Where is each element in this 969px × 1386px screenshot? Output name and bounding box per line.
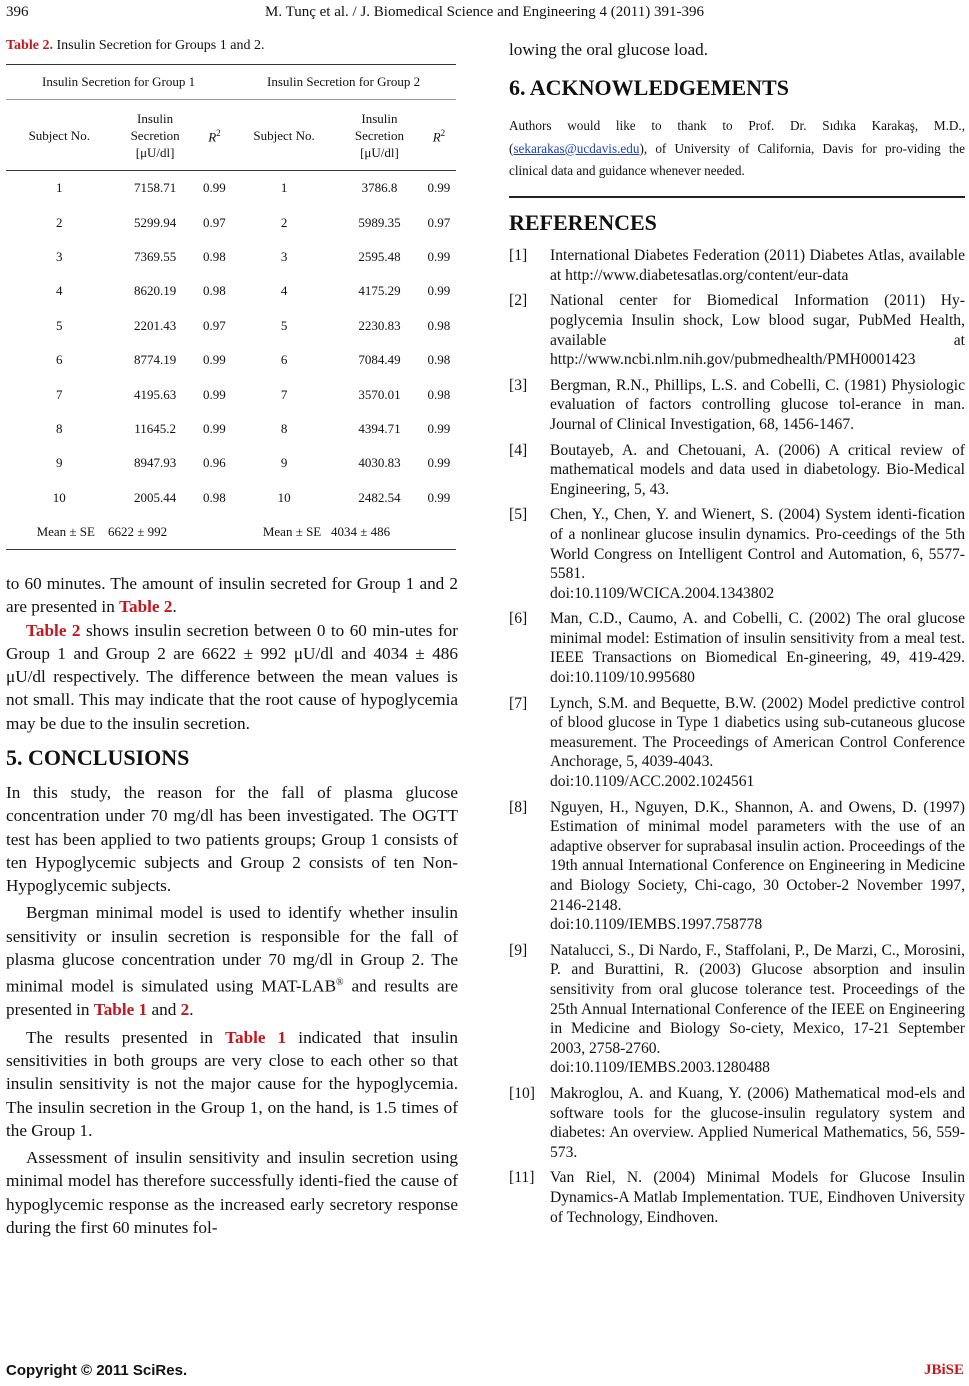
table-cell: 0.97 [427, 214, 451, 230]
email-link[interactable]: sekarakas@ucdavis.edu [513, 140, 640, 156]
table-cell: 2201.43 [133, 317, 177, 333]
reference-number: [2] [509, 292, 528, 310]
reference-item [509, 291, 965, 369]
table-cell: 5 [56, 317, 63, 333]
table-cell: 3 [56, 248, 63, 264]
table-body [6, 171, 456, 515]
table-cell: 6 [56, 352, 63, 368]
table-cell: 11645.2 [134, 420, 176, 436]
table1-ref[interactable]: Table 1 [225, 1027, 287, 1047]
reference-doi[interactable]: doi:10.1109/ACC.2002.1024561 [550, 773, 755, 791]
table-cell: 0.99 [203, 352, 226, 368]
reference-item [509, 1168, 965, 1227]
table-group-header-row [6, 65, 456, 100]
table-cell: 4195.63 [133, 386, 177, 402]
table-cell: 1 [280, 180, 288, 196]
table-row [6, 171, 456, 206]
running-title: M. Tunç et al. / J. Biomedical Science and Engineering 4 (2011) 391-396 [265, 4, 704, 20]
mean-group2: Mean ± SE 4034 ± 486 [231, 515, 422, 550]
table-cell: 2 [56, 214, 63, 230]
mean-group1: Mean ± SE 6622 ± 992 [6, 515, 198, 550]
reference-text: Man, C.D., Caumo, A. and Cobelli, C. (2002) The oral glucose minimal model: Estimation of insulin sensitivity from a meal test. IEEE Transactions on Biomedical En-gineering, 49, 419-429. doi:10.1109/10.995680 [550, 610, 965, 687]
reference-item [509, 609, 965, 687]
table-cell: 0.99 [203, 386, 226, 402]
insulin-secretion-table [6, 64, 456, 550]
paragraph-assessment: Assessment of insulin sensitivity and insulin secretion using minimal model has therefore successfully identi-fied the cause of hypoglycemic response as the increased early secretory response during the first 60 minutes fol- [6, 1148, 458, 1238]
group1-header: Insulin Secretion for Group 1 [6, 65, 231, 100]
col-secretion-2: Insulin Secretion [μU/dl] [337, 100, 422, 171]
reference-number: [11] [509, 1169, 535, 1187]
table-row [6, 446, 456, 480]
reference-item [509, 441, 965, 500]
reference-text: National center for Biomedical Information (2011) Hy-poglycemia Insulin shock, Low blood sugar, PubMed Health, available at http://www.ncbi.nlm.nih.gov/pubmedhealth/PMH0001423 [550, 292, 965, 369]
table-cell: 0.99 [427, 283, 451, 299]
table-caption-text: Insulin Secretion for Groups 1 and 2. [52, 38, 265, 53]
section-divider [509, 196, 965, 198]
table-cell: 0.98 [427, 352, 451, 368]
reference-list [509, 246, 965, 1227]
reference-number: [8] [509, 798, 528, 816]
reference-text: Bergman, R.N., Phillips, L.S. and Cobelli, C. (1981) Physiologic evaluation of factors controlling glucose tol-erance in man. Journal of Clinical Investigation, 68, 1456-1467. [550, 376, 965, 433]
table-cell: 0.98 [203, 283, 226, 299]
table-cell: 0.99 [427, 420, 451, 436]
reference-text: Boutayeb, A. and Chetouani, A. (2006) A critical review of mathematical models and data used in diabetology. Bio-Medical Engineering, 5, 43. [550, 441, 965, 498]
copyright: Copyright © 2011 SciRes. [6, 1362, 188, 1379]
table-cell: 7 [56, 386, 63, 402]
table-cell: 4175.29 [358, 283, 401, 299]
table-row [6, 481, 456, 515]
reference-text: Natalucci, S., Di Nardo, F., Staffolani, P., De Marzi, C., Morosini, P. and Burattini, R. (2003) Glucose absorption and insulin sensitivity from oral glucose tolerance test. Proceedings of the 25th Annual International Conference of the IEEE on Engineering in Medicine and Biology So-ciety, Mexico, 17-21 September 2003, 2758-2760. doi:10.1109/IEMBS.2003.1280488 [550, 941, 965, 1077]
reference-number: [3] [509, 376, 528, 394]
reference-text: Nguyen, H., Nguyen, D.K., Shannon, A. and Owens, D. (1997) Estimation of minimal model parameters with the use of an adaptive observer for suprabasal insulin action. Proceedings of the 19th annual International Conference on Engineering in Medicine and Biology Society, Chi-cago, 30 October-2 November 1997, 2146-2148. doi:10.1109/IEMBS.1997.758778 [550, 798, 965, 934]
reference-item [509, 1084, 965, 1162]
table-cell: 4030.83 [358, 455, 401, 471]
table-cell: 4 [56, 283, 63, 299]
reference-number: [4] [509, 441, 528, 459]
paragraph-table2: Table 2 shows insulin secretion between 0 to 60 min-utes for Group 1 and Group 2 are 6622 ± 992 μU/dl and 4034 ± 486 μU/dl respectively. The difference between the mean values is not small. This may indicate that the root cause of hypoglycemia may be due to the insulin secretion. [6, 620, 458, 733]
reference-number: [5] [509, 506, 528, 524]
table-mean-row [6, 515, 456, 550]
group2-header: Insulin Secretion for Group 2 [231, 65, 456, 100]
references-heading: REFERENCES [509, 210, 657, 236]
table-row [6, 412, 456, 446]
table-row [6, 343, 456, 377]
paragraph-conclusions: In this study, the reason for the fall of plasma glucose concentration under 70 mg/dl has been investigated. The OGTT test has been applied to two patients groups; Group 1 consists of ten Hypoglycemic subjects and Group 2 consists of ten Non-Hypoglycemic subjects. [6, 782, 458, 896]
reference-doi[interactable]: doi:10.1109/IEMBS.1997.758778 [550, 916, 763, 934]
reference-number: [1] [509, 247, 528, 265]
paragraph-continuation: lowing the oral glucose load. [509, 40, 709, 59]
reference-text: International Diabetes Federation (2011) Diabetes Atlas, available at http://www.diabetesatlas.org/content/eur-data [550, 247, 965, 284]
table-cell: 10 [277, 489, 291, 505]
col-subject-2: Subject No. [231, 100, 337, 171]
table-row [6, 205, 456, 239]
table-cell: 2595.48 [358, 248, 401, 264]
table-cell: 4 [280, 283, 288, 299]
acknowledgements-text: Authors would like to thank to Prof. Dr. Sıdıka Karakaş, M.D., (sekarakas@ucdavis.edu), of University of California, Davis for pro-viding the clinical data and guidance whenever needed. [509, 118, 965, 178]
reference-item [509, 694, 965, 792]
table-cell: 0.96 [203, 455, 226, 471]
table-cell: 0.99 [427, 248, 451, 264]
col-subject-1: Subject No. [6, 100, 113, 171]
table-cell: 9 [280, 455, 288, 471]
table-cell: 0.99 [427, 180, 451, 196]
table-cell: 0.99 [203, 180, 226, 196]
reference-text: Makroglou, A. and Kuang, Y. (2006) Mathematical mod-els and software tools for the glucose-insulin regulatory system and diabetes: An overview. Applied Numerical Mathematics, 56, 559-573. [550, 1084, 965, 1161]
table-cell: 4394.71 [358, 420, 401, 436]
paragraph-sensitivity: The results presented in Table 1 indicated that insulin sensitivities in both groups are very close to each other so that insulin sensitivity is not the major cause for the hypoglycemia. The insulin secretion in the Group 1, on the hand, is 1.5 times of the Group 1. [6, 1027, 458, 1140]
reference-number: [6] [509, 610, 528, 628]
table-cell: 3570.01 [358, 386, 401, 402]
table-cell: 0.98 [427, 386, 451, 402]
page-number: 396 [6, 4, 29, 20]
table-caption-label: Table 2. [6, 38, 53, 53]
reference-item [509, 941, 965, 1078]
table-cell: 2482.54 [358, 489, 401, 505]
reference-number: [7] [509, 694, 528, 712]
table-cell: 8774.19 [133, 352, 177, 368]
col-r2-2: $R^2$ [422, 100, 456, 171]
running-header [0, 0, 969, 24]
table-cell: 7 [280, 386, 288, 402]
reference-item [509, 246, 965, 285]
reference-item [509, 505, 965, 603]
table-cell: 5 [280, 317, 288, 333]
table-cell: 6 [280, 352, 288, 368]
table-cell: 0.97 [203, 317, 226, 333]
table-cell: 0.98 [427, 317, 451, 333]
table-row [6, 309, 456, 343]
table-row [6, 377, 456, 411]
table-cell: 0.98 [203, 489, 226, 505]
table-cell: 5989.35 [358, 214, 401, 230]
reference-number: [10] [509, 1084, 535, 1102]
table-row [6, 274, 456, 308]
reference-doi[interactable]: doi:10.1109/WCICA.2004.1343802 [550, 584, 775, 602]
table-cell: 1 [56, 180, 63, 196]
conclusions-heading: 5. CONCLUSIONS [6, 744, 190, 770]
table2-ref[interactable]: 2 [180, 1000, 190, 1020]
table-cell: 7158.71 [133, 180, 177, 196]
table-cell: 0.99 [203, 420, 226, 436]
paragraph-bergman: Bergman minimal model is used to identify whether insulin sensitivity or insulin secretion is responsible for the fall of plasma glucose concentration under 70 mg/dl in Group 2. The minimal model is simulated using MAT-LAB® and results are presented in Table 1 and 2. [6, 903, 458, 1020]
reference-item [509, 798, 965, 935]
paragraph-results: to 60 minutes. The amount of insulin secreted for Group 1 and 2 are presented in Table 2. [6, 573, 458, 617]
journal-abbrev: JBiSE [923, 1362, 964, 1378]
table1-ref[interactable]: Table 1 [93, 1000, 148, 1020]
table-cell: 2 [280, 214, 288, 230]
table-cell: 10 [52, 489, 66, 505]
col-secretion-1: Insulin Secretion [μU/dl] [113, 100, 198, 171]
reference-text: Lynch, S.M. and Bequette, B.W. (2002) Model predictive control of blood glucose in Type 1 diabetics using sub-cutaneous glucose measurement. The Proceedings of American Control Conference Anchorage, 5, 4039-4043. doi:10.1109/ACC.2002.1024561 [550, 694, 965, 791]
table-cell: 2230.83 [358, 317, 401, 333]
acknowledgements-heading: 6. ACKNOWLEDGEMENTS [509, 75, 789, 101]
table-cell: 0.98 [203, 248, 226, 264]
table-cell: 5299.94 [133, 214, 177, 230]
col-r2-1: $R^2$ [198, 100, 231, 171]
table-cell: 0.97 [203, 214, 226, 230]
reference-text: Chen, Y., Chen, Y. and Wienert, S. (2004) System identi-fication of a nonlinear glucose insulin dynamics. Pro-ceedings of the 5th World Congress on Intelligent Control and Automation, 6, 5577-5581. doi:10.1109/WCICA.2004.1343802 [550, 506, 965, 602]
reference-number: [9] [509, 941, 528, 959]
table-caption [6, 38, 458, 54]
table-cell: 9 [56, 455, 63, 471]
table2-ref[interactable]: Table 2 [119, 597, 173, 617]
left-column [6, 38, 458, 1239]
table-cell: 3 [280, 248, 288, 264]
table-cell: 7369.55 [133, 248, 177, 264]
reference-item [509, 376, 965, 435]
table-column-header-row [6, 100, 456, 171]
table-cell: 8 [280, 420, 288, 436]
table-cell: 7084.49 [358, 352, 401, 368]
table2-ref[interactable]: Table 2 [26, 620, 81, 640]
table-cell: 8620.19 [133, 283, 177, 299]
table-cell: 0.99 [427, 489, 451, 505]
table-cell: 8947.93 [133, 455, 177, 471]
table-cell: 3786.8 [361, 180, 398, 196]
reference-text: Van Riel, N. (2004) Minimal Models for Glucose Insulin Dynamics-A Matlab Implementation. TUE, Eindhoven University of Technology, Eindhoven. [550, 1169, 965, 1226]
right-column [509, 38, 965, 1233]
table-cell: 0.99 [427, 455, 451, 471]
table-cell: 2005.44 [133, 489, 177, 505]
reference-doi[interactable]: doi:10.1109/IEMBS.2003.1280488 [550, 1059, 770, 1077]
table-row [6, 240, 456, 274]
table-cell: 8 [56, 420, 63, 436]
